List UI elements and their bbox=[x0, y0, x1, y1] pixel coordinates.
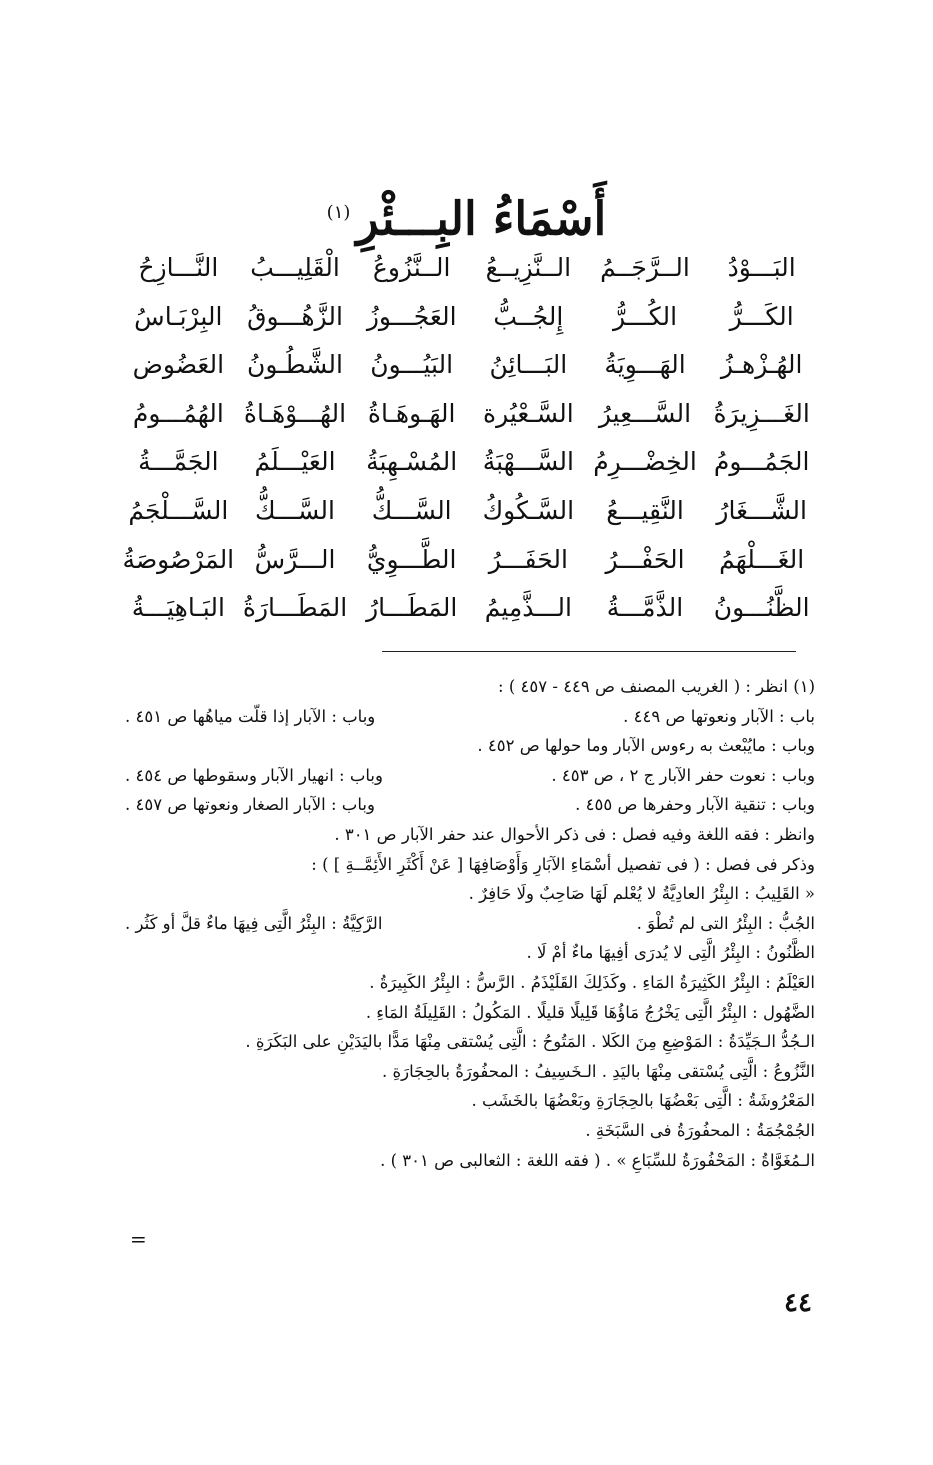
grid-word: المَطَـــارُ bbox=[366, 593, 458, 623]
footnote-line bbox=[125, 1116, 815, 1146]
grid-word: الظَّنُـــونُ bbox=[713, 593, 810, 623]
grid-word: الحَفْـــرُ bbox=[605, 544, 685, 574]
grid-word: السَّـعْيُرة bbox=[483, 398, 574, 428]
grid-word: الهَـــوِيَةُ bbox=[604, 350, 686, 380]
grid-word: السَّـــلْجَمُ bbox=[128, 495, 229, 525]
page-number: ٤٤ bbox=[784, 1288, 812, 1318]
footnote-mark: (١) bbox=[326, 202, 351, 223]
page-title bbox=[0, 183, 933, 248]
footnote-text: وباب : مايُبْعث به رءوس الآبار وما حولها ص ٤٥٢ . bbox=[477, 736, 815, 756]
footnote-line bbox=[125, 850, 815, 880]
footnote-text: الجُبُّ : البِئْرُ التى لم تُطْوَ . bbox=[636, 913, 815, 933]
grid-word: السَّـــكُّ bbox=[371, 495, 452, 525]
grid-word: المَطَـــارَةُ bbox=[242, 593, 348, 623]
footnote-text-secondary: وباب : انهيار الآبار وسقوطها ص ٤٥٤ . bbox=[125, 765, 383, 785]
grid-word: الــنَّزِيــعُ bbox=[485, 253, 572, 282]
grid-word: الْقَلِيـــبُ bbox=[250, 253, 340, 282]
grid-word: الــنَّزُوعُ bbox=[372, 253, 451, 282]
footnote-line bbox=[125, 998, 815, 1028]
footnote-divider bbox=[382, 651, 796, 652]
footnote-text-secondary: وباب : الآبار إذا قلّت مياهُها ص ٤٥١ . bbox=[125, 706, 376, 726]
footnote-text: الـمُغَوَّاةُ : المَحْفُورَةُ للسِّبَاعِ » . ( فقه اللغة : الثعالبى ص ٣٠١ ) . bbox=[380, 1150, 815, 1170]
footnote-line bbox=[125, 1057, 815, 1087]
grid-word: الهُـــوْهَـاةُ bbox=[243, 398, 347, 428]
footnote-line bbox=[125, 938, 815, 968]
grid-word: إِلجُــبُّ bbox=[493, 301, 564, 331]
grid-word: الشَّطُـونُ bbox=[247, 350, 343, 380]
footnote-text: العَيْلَمُ : البِئْرُ الكَثِيرَةُ المَاءِ . وكَذَلِكَ القَلَيْذَمُ . الرَّسُّ : البِئْرُ الكَبِيرَةُ . bbox=[369, 972, 815, 992]
grid-word: البَـــائِنُ bbox=[489, 350, 568, 380]
grid-word: النَّـــازِحُ bbox=[138, 253, 219, 282]
footnote-text: وباب : تنقية الآبار وحفرها ص ٤٥٥ . bbox=[575, 795, 815, 815]
grid-word: البَـاهِيَـــةُ bbox=[131, 593, 225, 623]
grid-word: العَضُوض bbox=[132, 350, 225, 380]
footnote-text: « القَلِيبُ : البِئْرُ العادِيَّةُ لا يُعْلم لَهَا صَاحِبٌ ولَا حَافِرٌ . bbox=[468, 884, 815, 904]
footnote-text: الـجُدُّ الـجَيِّدَةُ : المَوْضِعِ مِنَ الكَلا . المَتُوحُ : الَّتِى يُسْتقى مِنْهَا مَدًّا باليَدَيْنِ على البَكَرَةِ . bbox=[245, 1032, 815, 1052]
footnote-line bbox=[125, 909, 815, 939]
grid-word: الهُمُـــومُ bbox=[132, 398, 224, 428]
title-text: أَسْمَاءُ البِـــئْرِ bbox=[356, 191, 607, 246]
footnote-line bbox=[125, 761, 815, 791]
footnotes bbox=[125, 672, 815, 1175]
grid-word: الغَـــلْهَمُ bbox=[719, 544, 805, 574]
grid-word: الزَّهُـــوقُ bbox=[247, 301, 343, 331]
grid-word: الطَّـــوِيُّ bbox=[366, 544, 457, 574]
footnote-text: المَعْرُوشَةُ : الَّتِى بَعْضُهَا بالحِجَارَةِ وبَعْضُهَا بالخَشَب . bbox=[471, 1091, 815, 1111]
grid-word: البَـــوْدُ bbox=[727, 253, 796, 282]
grid-word: الغَـــزِيرَةُ bbox=[713, 398, 810, 428]
grid-word: الــرَّجَــمُ bbox=[600, 253, 690, 282]
grid-word: العَجُـــوزُ bbox=[366, 301, 457, 331]
grid-word: الجَمَّـــةُ bbox=[138, 447, 219, 477]
footnote-text: وذكر فى فصل : ( فى تفصيل أسْمَاءِ الآبَارِ وَأَوْصَافِهَا [ عَنْ أَكْثَرِ الأَئِمَّــةِ ] ) : bbox=[311, 854, 815, 874]
footnote-text: باب : الآبار ونعوتها ص ٤٤٩ . bbox=[623, 706, 815, 726]
footnote-text: النَّزُوعُ : الَّتِى يُسْتقى مِنْهَا باليَدِ . الـخَسِيفُ : المحفُورَةُ بالحِجَارَةِ . bbox=[381, 1061, 815, 1081]
grid-word: العَيْـــلَمُ bbox=[254, 447, 336, 477]
footnote-text-secondary: الرَّكِيَّةُ : البِئْرُ الَّتِى فِيهَا ماءٌ قلَّ أو كَثُر . bbox=[125, 913, 383, 933]
grid-word: الـــذَّمِيمُ bbox=[484, 593, 572, 623]
grid-word: السَّـــكُّ bbox=[255, 495, 335, 525]
grid-word: السَّـــعِيرُ bbox=[598, 398, 692, 428]
grid-word: الهُـزْهـزُ bbox=[720, 350, 803, 380]
continuation-mark: = bbox=[130, 1227, 147, 1251]
grid-word: الحَفَـــرُ bbox=[488, 544, 568, 574]
footnote-text: الضَّهُول : البِئْرُ الَّتِى يَخْرُجُ مَاؤُهَا قَلِيلًا قليلًا . المَكُولُ : القَلِيلَةُ المَاءِ . bbox=[365, 1002, 815, 1022]
footnote-line bbox=[125, 731, 815, 761]
grid-word: الـــرَّسُّ bbox=[254, 544, 336, 574]
footnote-text: وانظر : فقه اللغة وفيه فصل : فى ذكر الأحوال عند حفر الآبار ص ٣٠١ . bbox=[334, 824, 815, 844]
footnote-line bbox=[125, 790, 815, 820]
footnote-line bbox=[125, 968, 815, 998]
footnote-line bbox=[125, 879, 815, 909]
grid-word: الكُـــرُّ bbox=[612, 301, 678, 331]
grid-word: البَيُـــونُ bbox=[370, 350, 454, 380]
footnote-text: الظَّنُونُ : البِئْرُ الَّتِى لا يُدرَى أفِيهَا ماءٌ أمْ لَا . bbox=[526, 943, 815, 963]
grid-word: الجَمُـــومُ bbox=[713, 447, 810, 477]
grid-word: الذَّمَّـــةُ bbox=[606, 593, 684, 623]
footnote-text: (١) انظر : ( الغريب المصنف ص ٤٤٩ - ٤٥٧ ) : bbox=[498, 677, 815, 696]
word-grid bbox=[120, 244, 820, 633]
grid-word: المَرْصُوصَةُ bbox=[122, 544, 235, 574]
footnote-line bbox=[125, 702, 815, 732]
footnote-line bbox=[125, 1027, 815, 1057]
grid-word: الشَّـــغَارُ bbox=[716, 495, 807, 525]
footnote-line bbox=[125, 672, 815, 702]
footnote-line bbox=[125, 820, 815, 850]
grid-word: الهَـوهَـاةُ bbox=[367, 398, 456, 428]
grid-word: الكَـــرُّ bbox=[729, 301, 794, 331]
grid-word: السَّـكُوكُ bbox=[482, 495, 575, 525]
footnote-line bbox=[125, 1146, 815, 1176]
grid-word: المُسْـهِبَةُ bbox=[366, 447, 458, 477]
footnote-line bbox=[125, 1086, 815, 1116]
footnote-text: الجُمْجُمَةُ : المحفُورَةُ فى السَّبَخَةِ . bbox=[585, 1120, 815, 1140]
grid-word: الخِضْـــرِمُ bbox=[593, 447, 697, 477]
grid-word: السَّـــهْبَةُ bbox=[482, 447, 574, 477]
grid-word: النَّقِيـــعُ bbox=[606, 495, 684, 525]
footnote-text: وباب : نعوت حفر الآبار ج ٢ ، ص ٤٥٣ . bbox=[551, 765, 815, 785]
grid-word: البِرْبَـاسُ bbox=[134, 301, 223, 331]
footnote-text-secondary: وباب : الآبار الصغار ونعوتها ص ٤٥٧ . bbox=[125, 795, 375, 815]
